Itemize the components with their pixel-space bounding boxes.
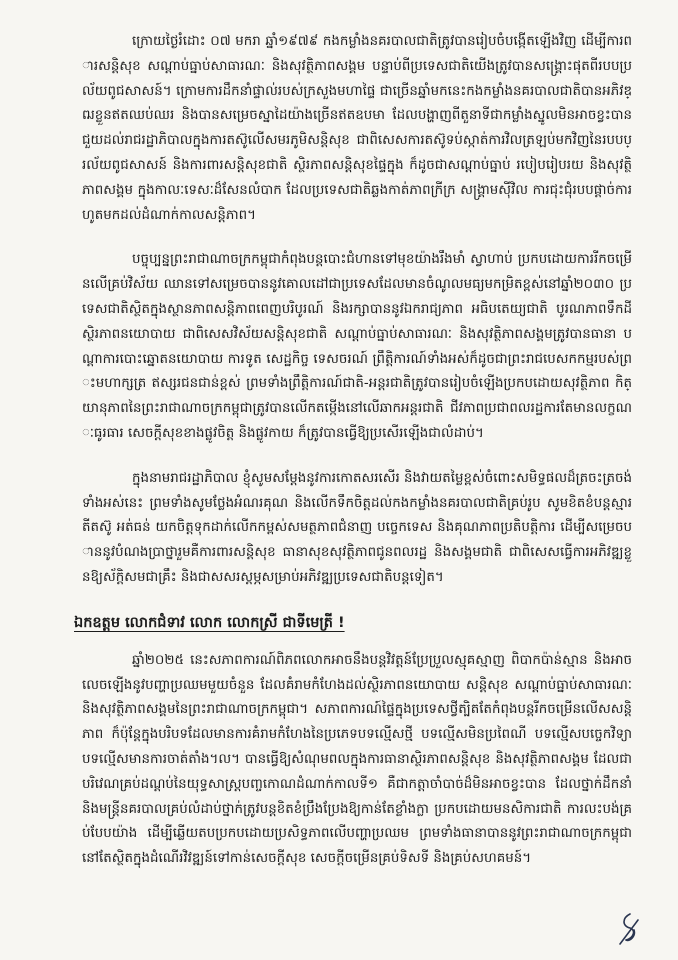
body-paragraph-4: ឆ្នាំ២០២៥ នេះសភាពការណ៍ពិភពលោកអាចនឹងបន្តវិវត្តន៍ប្រែប្រួលស្មុគស្មាញ ពិបាកប៉ាន់ស្មាន និងអាចលេចឡើងនូវបញ្ហាប្រឈមមួយចំនួន ដែលគំរាមកំហែងដល់ស្ថិរភាពនយោបាយ សន្តិសុខ សណ្តាប់ធ្នាប់សាធារណៈ និងសុវត្ថិភាពសង្គមនៃព្រះរាជាណាចក្រកម្ពុជា។ សភាពការណ៍ផ្ទៃក្នុងប្រទេសថ្វីត្បិតតែកំពុងបន្តរីកចម្រើនលើសសន្តិភាព ក៏ប៉ុន្តែក្នុងបរិបទដែលមានការគំរាមកំហែងនៃប្រភេទបទល្មើសថ្មី បទល្មើសមិនប្រពៃណី បទល្មើសបច្ចេកវិទ្យា បទល្មើសមានការចាត់តាំង។ល។ បានធ្វើឱ្យសំណុមពលក្នុងការធានាស្ថិរភាពសន្តិសុខ និងសុវត្ថិភាពសង្គម ដែលជាបរិវេណគ្រប់ដណ្តប់នៃយុទ្ធសាស្ត្របញ្ចកោណដំណាក់កាលទី១ គឺជាកត្តាចាំបាច់ដ៏មិនអាចខ្វះបាន ដែលថ្នាក់ដឹកនាំ និងមន្ត្រីនគរបាលគ្រប់លំដាប់ថ្នាក់ត្រូវបន្តខិតខំប្រឹងប្រែងឱ្យកាន់តែខ្លាំងក្លា ប្រកបដោយមនសិការជាតិ ការលះបង់គ្រប់បែបយ៉ាង ដើម្បីឆ្លើយតបប្រកបដោយប្រសិទ្ធភាពលើបញ្ហាប្រឈម ព្រមទាំងធានាបាននូវព្រះរាជាណាចក្រកម្ពុជា នៅតែស្ថិតក្នុងដំណើរវិវឌ្ឍន៍ទៅកាន់សេចក្តីសុខ សេចក្តីចម្រើនគ្រប់ទិសទី និងគ្រប់សហគមន៍។ (82, 652, 632, 867)
handwritten-initial-mark-icon (616, 912, 642, 946)
body-paragraph-3: ក្នុងនាមរាជរដ្ឋាភិបាល ខ្ញុំសូមសម្តែងនូវការកោតសរសើរ និងវាយតម្លៃខ្ពស់ចំពោះសមិទ្ធផលដ៏ត្រចះត្រចង់ទាំងអស់នេះ ព្រមទាំងសូមថ្លែងអំណរគុណ និងលើកទឹកចិត្តដល់កងកម្លាំងនគរបាលជាតិគ្រប់រូប សូមខិតខំបន្តស្មារតីតស៊ូ អត់ធន់ យកចិត្តទុកដាក់លើកកម្ពស់សមត្ថភាពជំនាញ បច្ចេកទេស និងគុណភាពប្រតិបត្តិការ ដើម្បីសម្រេចបាននូវបំណងប្រាថ្នារួមគឺការពារសន្តិសុខ ធានាសុខសុវត្ថិភាពជូនពលរដ្ឋ និងសង្គមជាតិ ជាពិសេសធ្វើការអភិវឌ្ឍខ្លួនឱ្យស័ក្តិសមជាគ្រឹះ និងជាសសរស្តម្ភសម្រាប់អភិវឌ្ឍប្រទេសជាតិបន្តទៀត។ (82, 470, 633, 585)
body-paragraph-2: បច្ចុប្បន្នព្រះរាជាណាចក្រកម្ពុជាកំពុងបន្តបោះជំហានទៅមុខយ៉ាងរឹងមាំ ស្វាហាប់ ប្រកបដោយការរីកចម្រើនលើគ្រប់វិស័យ ឈានទៅសម្រេចបាននូវគោលដៅជាប្រទេសដែលមានចំណូលមធ្យមកម្រិតខ្ពស់នៅឆ្នាំ២០៣០ ប្រទេសជាតិស្ថិតក្នុងស្ថានភាពសន្តិភាពពេញបរិបូរណ៍ និងរក្សាបាននូវឯករាជ្យភាព អធិបតេយ្យជាតិ បូរណភាពទឹកដី ស្ថិរភាពនយោបាយ ជាពិសេសវិស័យសន្តិសុខជាតិ សណ្តាប់ធ្នាប់សាធារណៈ និងសុវត្ថិភាពសង្គមត្រូវបានធានា បណ្តាការបោះឆ្នោតនយោបាយ ការទូត សេដ្ឋកិច្ច ទេសចរណ៍ ព្រឹត្តិការណ៍ទាំងអស់ក៏ដូចជាព្រះរាជបេសកកម្មរបស់ព្រះមហាក្សត្រ ឥស្សរជនជាន់ខ្ពស់ ព្រមទាំងព្រឹត្តិការណ៍ជាតិ-អន្តរជាតិត្រូវបានរៀបចំឡើងប្រកបដោយសុវត្ថិភាព កិត្យានុភាពនៃព្រះរាជាណាចក្រកម្ពុជាត្រូវបានលើកតម្កើងនៅលើឆាកអន្តរជាតិ ជីវភាពប្រជាពលរដ្ឋការតែមានលក្ខណៈធូរធារ សេចក្តីសុខខាងផ្លូវចិត្ត និងផ្លូវកាយ ក៏ត្រូវបានធ្វើឱ្យប្រសើរឡើងជាលំដាប់។ (82, 252, 632, 441)
body-paragraph-1: ក្រោយថ្ងៃរំដោះ ០៧ មករា ឆ្នាំ១៩៧៩ កងកម្លាំងនគរបាលជាតិត្រូវបានរៀបចំបង្កើតឡើងវិញ ដើម្បីការពារសន្តិសុខ សណ្តាប់ធ្នាប់សាធារណៈ និងសុវត្ថិភាពសង្គម បន្ទាប់ពីប្រទេសជាតិយើងត្រូវបានសង្គ្រោះផុតពីរបបប្រល័យពូជសាសន៍។ ក្រោមការដឹកនាំផ្ទាល់របស់ក្រសួងមហាផ្ទៃ ជាច្រើនឆ្នាំមកនេះកងកម្លាំងនគរបាលជាតិបានអភិវឌ្ឍខ្លួនឥតឈប់ឈរ និងបានសម្រេចស្នាដៃយ៉ាងច្រើនឥតឧបមា ដែលបង្ហាញពីតួនាទីជាកម្លាំងស្នូលមិនអាចខ្វះបាន ជួយដល់រាជរដ្ឋាភិបាលក្នុងការតស៊ូលើសមរភូមិសន្តិសុខ ជាពិសេសការតស៊ូទប់ស្កាត់ការវិលត្រឡប់មកវិញនៃរបបប្រល័យពូជសាសន៍ និងការពារសន្តិសុខជាតិ ស្ថិរភាពសន្តិសុខផ្ទៃក្នុង ក៏ដូចជាសណ្តាប់ធ្នាប់ របៀបរៀបរយ និងសុវត្ថិភាពសង្គម ក្នុងកាលៈទេសៈដ៏សែនលំបាក ដែលប្រទេសជាតិឆ្លងកាត់ភាពក្រីក្រ សង្គ្រាមស៊ីវិល ការជុះជុំរបបផ្តាច់ការ ហូតមកដល់ដំណាក់កាលសន្តិភាព។ (82, 34, 632, 223)
salutation-heading: ឯកឧត្តម លោកជំទាវ លោក លោកស្រី ជាទីមេត្រី ! (74, 614, 345, 631)
